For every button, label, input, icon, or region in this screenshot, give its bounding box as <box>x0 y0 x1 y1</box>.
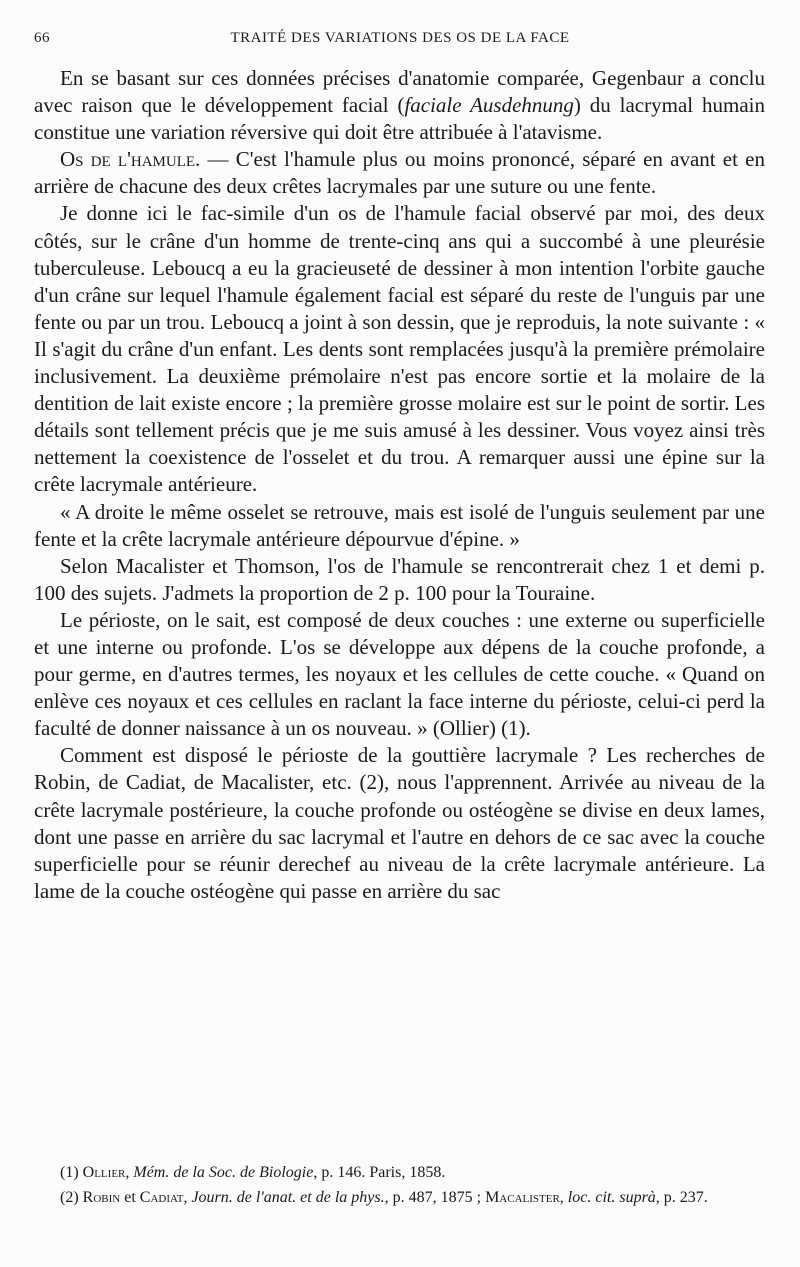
body-text <box>34 65 765 905</box>
paragraph-7: Comment est disposé le périoste de la gouttière lacrymale ? Les recherches de Robin, de Cadiat, de Macalister, etc. (2), nous l'apprennent. Arrivée au niveau de la crête lacrymale postérieure, la couche profonde ou ostéogène se divise en deux lames, dont une passe en arrière du sac lacrymal et l'autre en dehors de ce sac avec la couche superficielle pour se réunir derechef au niveau de la crête lacrymale antérieure. La lame de la couche ostéogène qui passe en arrière du sac <box>34 743 765 903</box>
paragraph-1: En se basant sur ces données précises d'anatomie comparée, Gegenbaur a conclu avec raison que le développement facial (faciale Ausdehnung) du lacrymal humain constitue une variation réversive qui doit être attribuée à l'atavisme. <box>34 66 765 145</box>
running-title: TRAITÉ DES VARIATIONS DES OS DE LA FACE <box>230 30 570 46</box>
paragraph-3: Je donne ici le fac-simile d'un os de l'hamule facial observé par moi, des deux côtés, sur le crâne d'un homme de trente-cinq ans qui a succombé à une pleurésie tuberculeuse. Leboucq a eu la gracieuseté de dessiner à mon intention l'orbite gauche d'un crâne sur lequel l'hamule également facial est séparé du reste de l'unguis par une fente ou par un trou. Leboucq a joint à son dessin, que je reproduis, la note suivante : « Il s'agit du crâne d'un enfant. Les dents sont remplacées jusqu'à la première prémolaire inclusivement. La deuxième prémolaire n'est pas encore sortie et la molaire de la dentition de lait existe encore ; la première grosse molaire est sur le point de sortir. Les détails sont tellement précis que je me suis amusé à les dessiner. Vous voyez ainsi très nettement la coexistence de l'osselet et du trou. A remarquer aussi une épine sur la crête lacrymale antérieure. <box>34 201 765 497</box>
footnote-1: (1) Ollier, Mém. de la Soc. de Biologie, p. 146. Paris, 1858. <box>60 1164 446 1181</box>
section-title: Os de l'hamule. <box>60 147 201 172</box>
footnotes <box>34 1160 765 1210</box>
paragraph-5: Selon Macalister et Thomson, l'os de l'hamule se rencontrerait chez 1 et demi p. 100 des sujets. J'admets la proportion de 2 p. 100 pour la Touraine. <box>34 553 765 605</box>
paragraph-6: Le périoste, on le sait, est composé de deux couches : une externe ou superficielle et une interne ou profonde. L'os se développe aux dépens de la couche profonde, a pour germe, en d'autres termes, les noyaux et les cellules de cette couche. « Quand on enlève ces noyaux et ces cellules en raclant la face interne du périoste, celui-ci perd la faculté de donner naissance à un os nouveau. » (Ollier) (1). <box>34 607 765 741</box>
page-number: 66 <box>34 30 50 46</box>
paragraph-4: « A droite le même osselet se retrouve, mais est isolé de l'unguis seulement par une fente et la crête lacrymale antérieure dépourvue d'épine. » <box>34 499 765 551</box>
paragraph-2: Os de l'hamule. — C'est l'hamule plus ou moins prononcé, séparé en avant et en arrière de chacune des deux crêtes lacrymales par une suture ou une fente. <box>34 147 765 199</box>
running-head <box>34 30 766 54</box>
german-term: faciale Ausdehnung <box>404 93 574 118</box>
footnote-2: (2) Robin et Cadiat, Journ. de l'anat. et de la phys., p. 487, 1875 ; Macalister, loc. cit. suprà, p. 237. <box>60 1189 708 1206</box>
